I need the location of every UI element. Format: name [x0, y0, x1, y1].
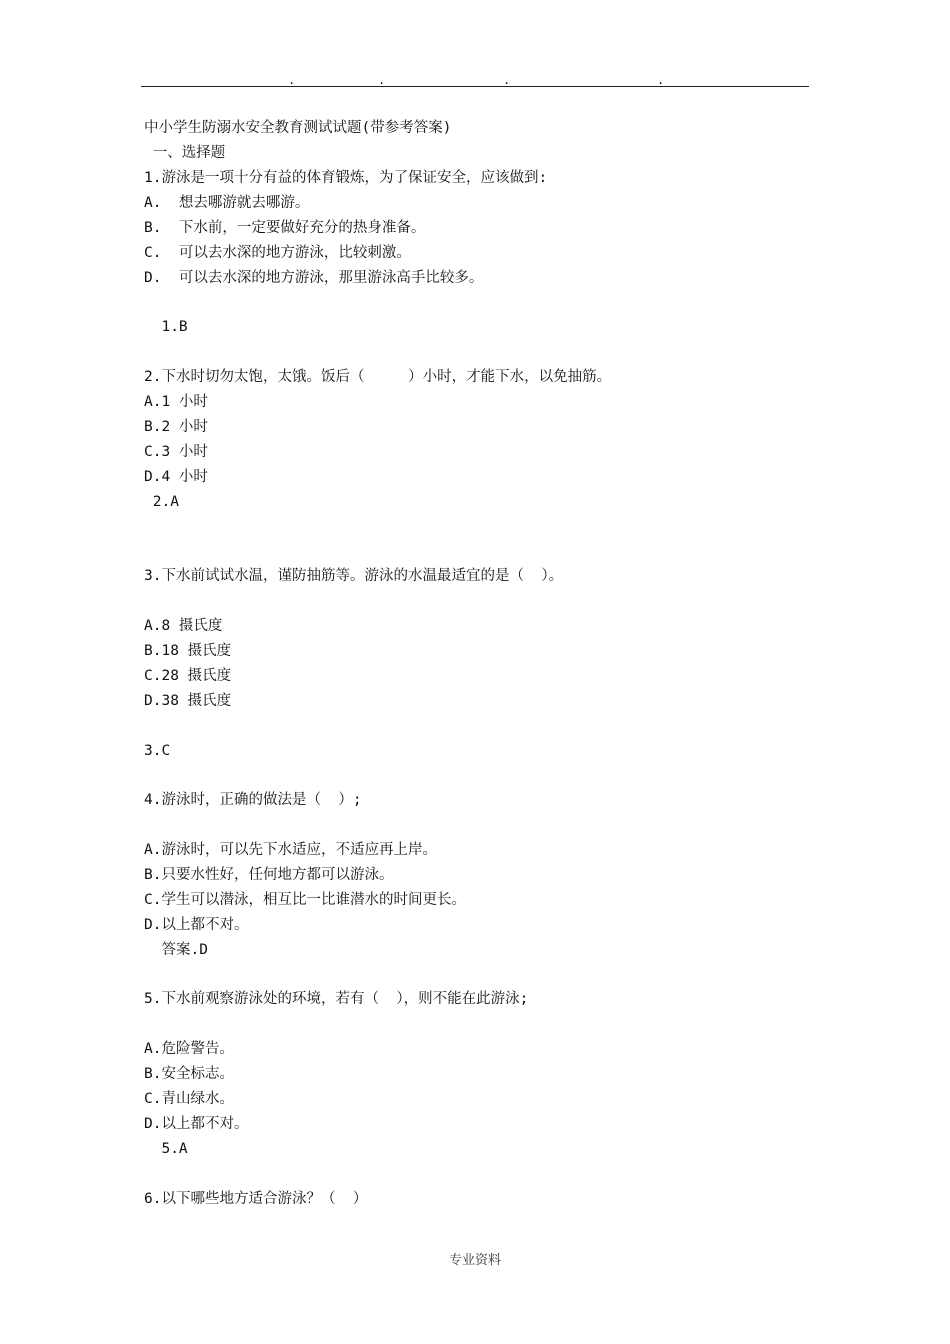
option-text: D.4 小时 — [144, 469, 208, 485]
header-dot: . — [288, 73, 296, 87]
option-text: B.2 小时 — [144, 419, 208, 435]
option-text: B. 下水前，一定要做好充分的热身准备。 — [144, 220, 426, 236]
option-text: A.游泳时，可以先下水适应，不适应再上岸。 — [144, 842, 437, 858]
option-text: A.8 摄氏度 — [144, 618, 223, 634]
option-text: B.18 摄氏度 — [144, 643, 232, 659]
header-rule — [141, 86, 809, 87]
answer-text: 2.A — [144, 494, 179, 510]
question-text: 6.以下哪些地方适合游泳？（ ） — [144, 1191, 368, 1207]
option-text: D.38 摄氏度 — [144, 693, 232, 709]
answer-text: 答案.D — [144, 942, 208, 958]
answer-text: 5.A — [144, 1141, 188, 1157]
document-title: 中小学生防溺水安全教育测试试题(带参考答案) — [144, 120, 452, 136]
header-dot: . — [657, 73, 665, 87]
option-text: B.安全标志。 — [144, 1066, 234, 1082]
option-text: C.3 小时 — [144, 444, 208, 460]
question-text: 1.游泳是一项十分有益的体育锻炼，为了保证安全，应该做到: — [144, 170, 548, 186]
page-footer: 专业资料 — [448, 1253, 501, 1268]
option-text: B.只要水性好，任何地方都可以游泳。 — [144, 867, 394, 883]
option-text: C. 可以去水深的地方游泳，比较刺激。 — [144, 245, 411, 261]
option-text: A.危险警告。 — [144, 1041, 234, 1057]
option-text: A. 想去哪游就去哪游。 — [144, 195, 310, 211]
section-heading: 一、选择题 — [144, 145, 226, 161]
answer-text: 3.C — [144, 743, 171, 759]
answer-text: 1.B — [144, 319, 188, 335]
option-text: D.以上都不对。 — [144, 1116, 249, 1132]
question-text: 3.下水前试试水温，谨防抽筋等。游泳的水温最适宜的是（ ）。 — [144, 568, 564, 584]
header-dot: . — [378, 73, 386, 87]
option-text: C.28 摄氏度 — [144, 668, 232, 684]
question-text: 4.游泳时，正确的做法是（ ）; — [144, 792, 362, 808]
option-text: C.学生可以潜泳，相互比一比谁潜水的时间更长。 — [144, 892, 466, 908]
option-text: D. 可以去水深的地方游泳，那里游泳高手比较多。 — [144, 270, 484, 286]
header-dot: . — [503, 73, 511, 87]
option-text: C.青山绿水。 — [144, 1091, 234, 1107]
question-text: 2.下水时切勿太饱，太饿。饭后（ ）小时，才能下水，以免抽筋。 — [144, 369, 612, 385]
option-text: D.以上都不对。 — [144, 917, 249, 933]
question-text: 5.下水前观察游泳处的环境，若有（ ），则不能在此游泳; — [144, 991, 529, 1007]
option-text: A.1 小时 — [144, 394, 208, 410]
